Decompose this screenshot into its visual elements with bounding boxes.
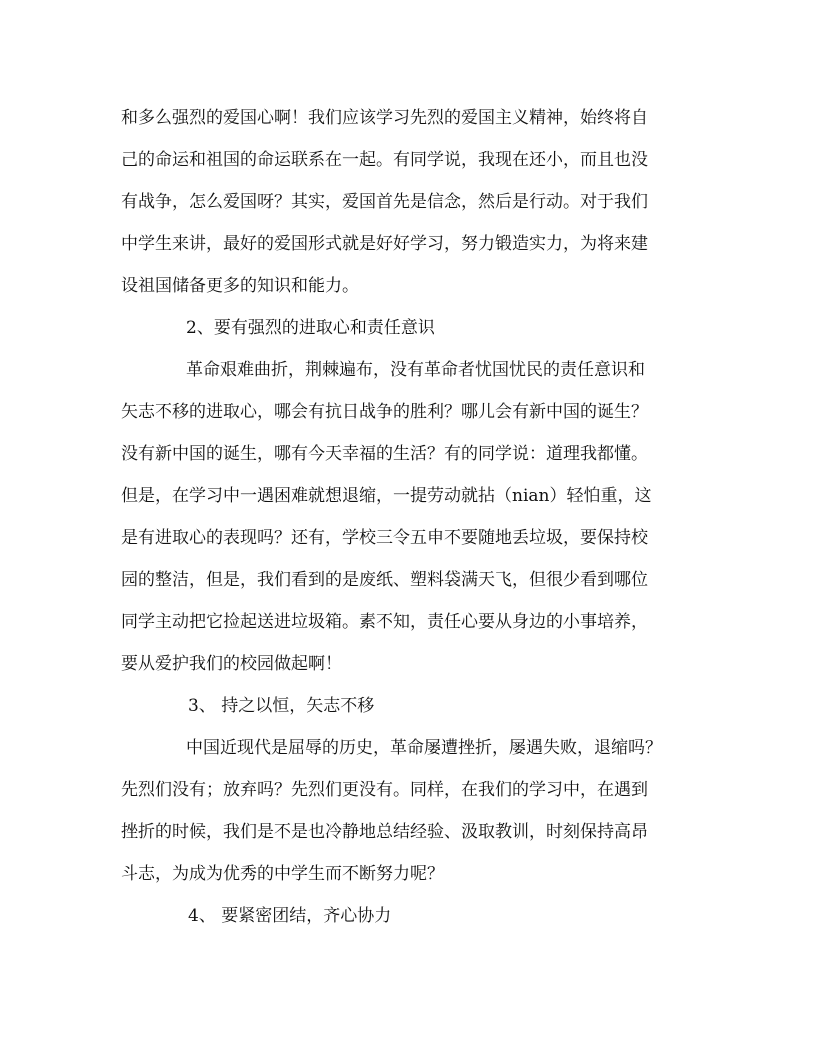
text-line: 中学生来讲，最好的爱国形式就是好好学习，努力锻造实力，为将来建 — [121, 234, 648, 254]
text-line: 中国近现代是屈辱的历史，革命屡遭挫折，屡遇失败，退缩吗？ — [186, 738, 662, 758]
text-line: 同学主动把它捡起送进垃圾箱。素不知，责任心要从身边的小事培养， — [121, 612, 648, 632]
text-line: 没有新中国的诞生，哪有今天幸福的生活？有的同学说：道理我都懂。 — [121, 444, 648, 464]
section-heading: 3、 持之以恒，矢志不移 — [188, 696, 375, 716]
text-line: 和多么强烈的爱国心啊！我们应该学习先烈的爱国主义精神，始终将自 — [121, 108, 648, 128]
text-line: 但是，在学习中一遇困难就想退缩，一提劳动就拈（nian）轻怕重，这 — [121, 486, 652, 506]
text-line: 矢志不移的进取心，哪会有抗日战争的胜利？哪儿会有新中国的诞生？ — [121, 402, 648, 422]
section-heading: 4、 要紧密团结，齐心协力 — [188, 906, 392, 926]
text-line: 要从爱护我们的校园做起啊！ — [121, 654, 342, 674]
text-line: 园的整洁，但是，我们看到的是废纸、塑料袋满天飞，但很少看到哪位 — [121, 570, 648, 590]
text-line: 斗志，为成为优秀的中学生而不断努力呢？ — [121, 864, 444, 884]
text-line: 先烈们没有；放弃吗？先烈们更没有。同样，在我们的学习中，在遇到 — [121, 780, 648, 800]
section-heading: 2、要有强烈的进取心和责任意识 — [186, 318, 435, 338]
text-line: 设祖国储备更多的知识和能力。 — [121, 276, 359, 296]
text-line: 有战争，怎么爱国呀？其实，爱国首先是信念，然后是行动。对于我们 — [121, 192, 648, 212]
text-line: 挫折的时候，我们是不是也冷静地总结经验、汲取教训，时刻保持高昂 — [121, 822, 648, 842]
text-line: 是有进取心的表现吗？还有，学校三令五申不要随地丢垃圾，要保持校 — [121, 528, 648, 548]
text-line: 革命艰难曲折，荆棘遍布，没有革命者忧国忧民的责任意识和 — [186, 360, 645, 380]
text-line: 己的命运和祖国的命运联系在一起。有同学说，我现在还小，而且也没 — [121, 150, 648, 170]
